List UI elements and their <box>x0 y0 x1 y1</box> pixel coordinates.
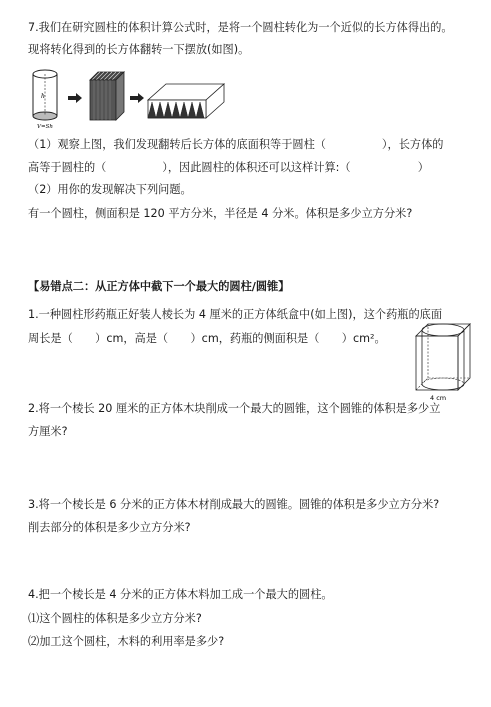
section2-title: 【易错点二：从正方体中截下一个最大的圆柱/圆锥】 <box>28 279 290 293</box>
s2-q4-sub2: ⑵加工这个圆柱，木料的利用率是多少? <box>28 635 225 648</box>
s2-q2-line2: 方厘米? <box>28 425 68 438</box>
cylinder-in-cube-figure <box>414 322 478 402</box>
formula-label: V=Sh <box>37 124 53 130</box>
arrow-right-icon <box>68 93 82 103</box>
q7-intro-line1: 7.我们在研究圆柱的体积计算公式时，是将一个圆柱转化为一个近似的长方体得出的。 <box>28 21 453 34</box>
s2-q4-line1: 4.把一个棱长是 4 分米的正方体木料加工成一个最大的圆柱。 <box>28 588 333 601</box>
cylinder-drawing <box>33 70 57 130</box>
q7-sub1-line1: （1）观察上图，我们发现翻转后长方体的底面积等于圆柱（ ），长方体的 <box>28 138 444 151</box>
arrow-right-icon-2 <box>130 93 144 103</box>
q7-problem: 有一个圆柱，侧面积是 120 平方分米，半径是 4 分米。体积是多少立方分米? <box>28 207 413 220</box>
cube-edge-label: 4 cm <box>430 394 447 402</box>
q7-sub2: （2）用你的发现解决下列问题。 <box>28 183 192 196</box>
q7-intro-line2: 现将转化得到的长方体翻转一下摆放(如图)。 <box>28 43 250 56</box>
s2-q4-sub1: ⑴这个圆柱的体积是多少立方分米? <box>28 612 202 625</box>
flipped-cuboid-drawing <box>148 84 224 118</box>
q7-sub1-line2: 高等于圆柱的（ ），因此圆柱的体积还可以这样计算:（ ） <box>28 161 429 174</box>
s2-q1-line1: 1.一种圆柱形药瓶正好装人棱长为 4 厘米的正方体纸盒中(如上图)，这个药瓶的底面 <box>28 308 443 321</box>
s2-q3-line2: 削去部分的体积是多少立方分米? <box>28 521 191 534</box>
s2-q3-line1: 3.将一个棱长是 6 分米的正方体木材削成最大的圆锥。圆锥的体积是多少立方分米? <box>28 498 440 511</box>
cylinder-to-cuboid-figure <box>28 66 228 130</box>
s2-q1-line2: 周长是（ ）cm，高是（ ）cm，药瓶的侧面积是（ ）cm²。 <box>28 332 386 345</box>
cylinder-height-label: h <box>41 93 45 100</box>
s2-q2-line1: 2.将一个棱长 20 厘米的正方体木块削成一个最大的圆锥，这个圆锥的体积是多少立 <box>28 402 441 415</box>
sliced-cuboid-drawing <box>90 72 124 120</box>
